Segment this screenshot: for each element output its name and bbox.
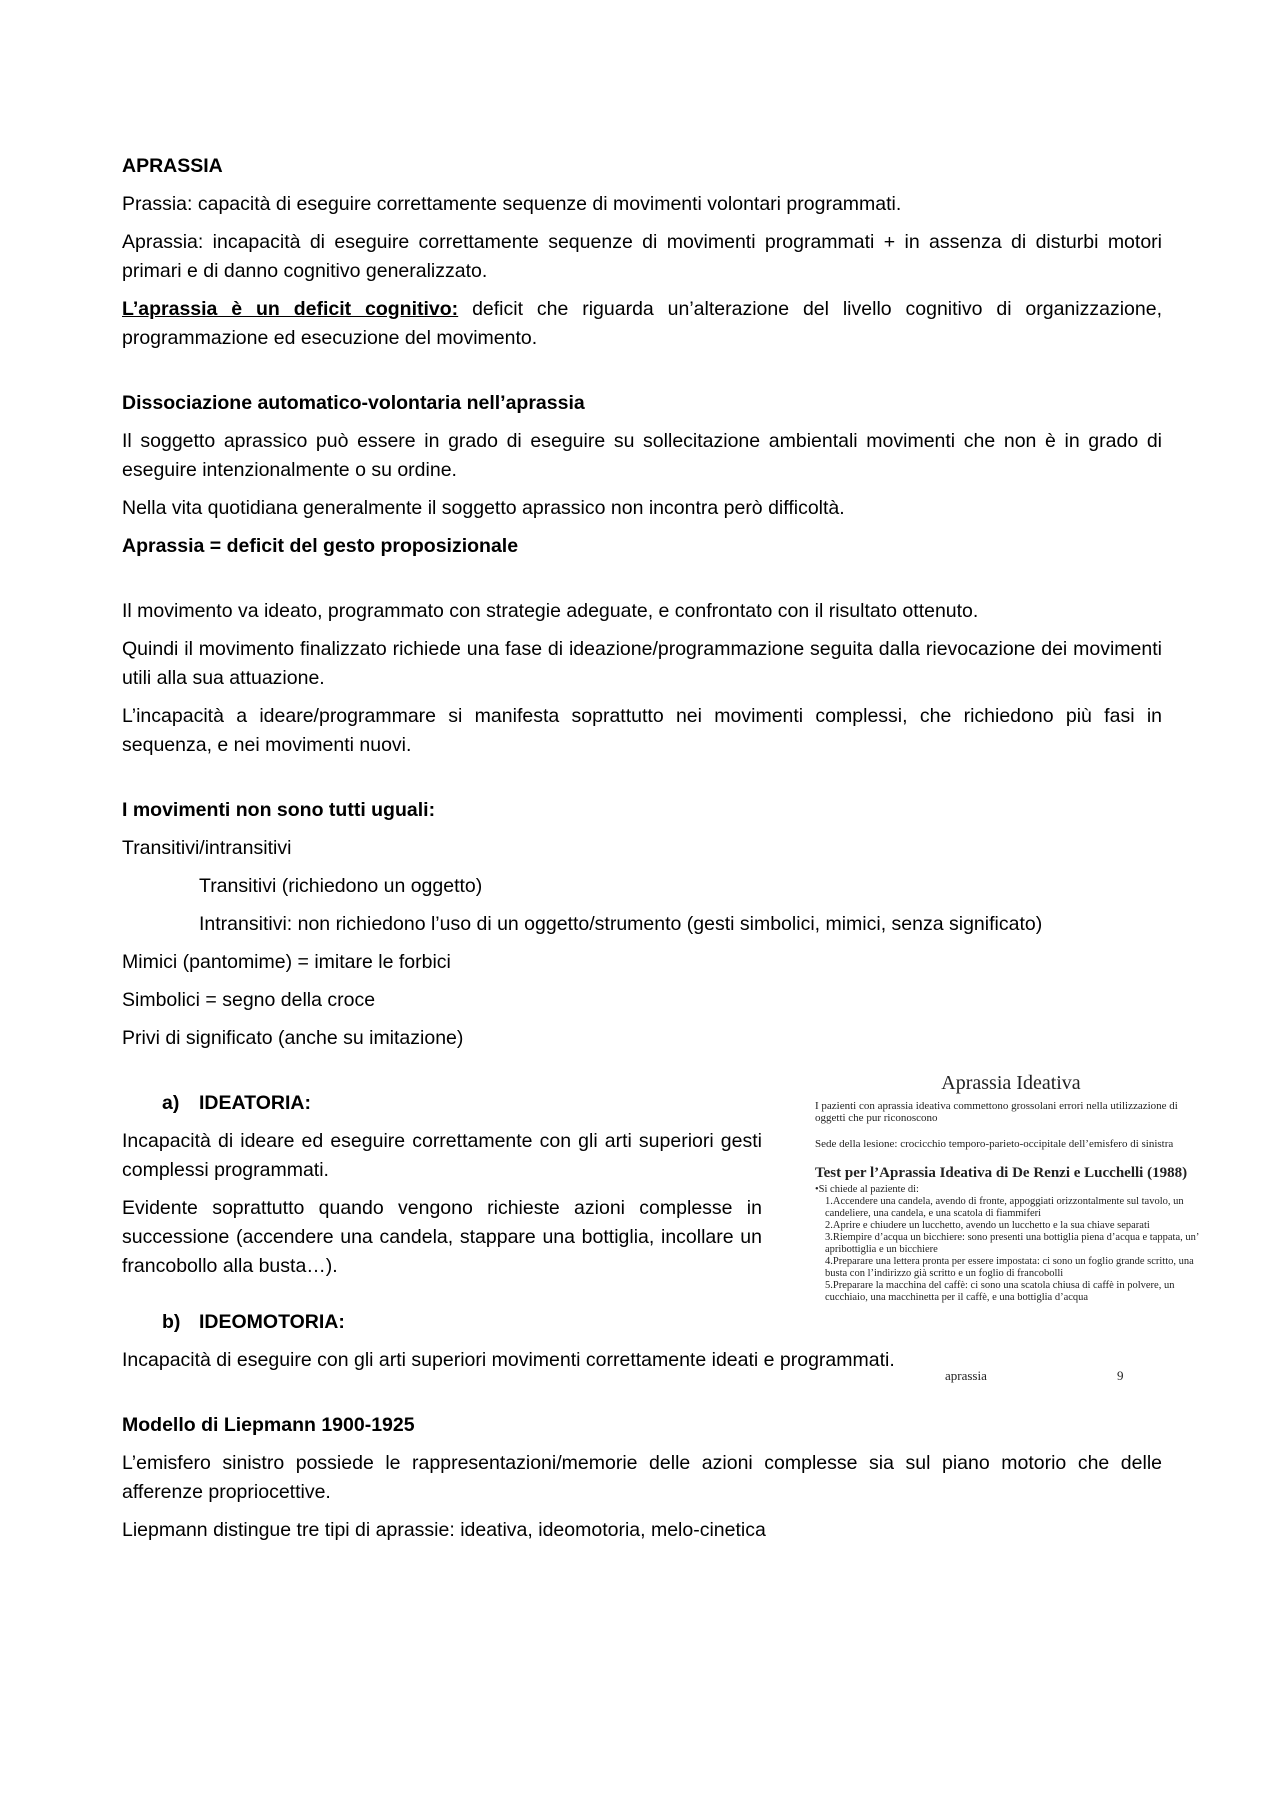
liepmann-paragraph-1: L’emisfero sinistro possiede le rappresentazioni/memorie delle azioni complesse sia sul piano motorio che delle afferenze propriocettive. [122,1452,1162,1503]
tipi-simbolici: Simbolici = segno della croce [122,989,376,1011]
ideomotoria-label: b) [162,1311,181,1333]
slide-page-number: 9 [1117,1368,1124,1383]
slide-footer: aprassia [945,1368,987,1383]
slide-sede: Sede della lesione: crocicchio temporo-parieto-occipitale dell’emisfero di sinistra [815,1138,1174,1150]
dissociazione-paragraph-2: Nella vita quotidiana generalmente il soggetto aprassico non incontra però difficoltà. [122,497,845,519]
slide-item: 2.Aprire e chiudere un lucchetto, avendo un lucchetto e la sua chiave separati [825,1220,1150,1231]
movimento-paragraph-1: Il movimento va ideato, programmato con strategie adeguate, e confrontato con il risultato ottenuto. [122,600,979,622]
deficit-text: deficit che riguarda un’alterazione del livello cognitivo di organizzazione, programmazione ed esecuzione del movimento. [122,298,1162,349]
document-title: APRASSIA [122,155,223,177]
slide-test-title: Test per l’Aprassia Ideativa di De Renzi e Lucchelli (1988) [815,1165,1188,1181]
deficit-paragraph [122,295,1162,353]
tipi-heading: I movimenti non sono tutti uguali: [122,799,436,821]
slide-item: 4.Preparare una lettera pronta per essere impostata: ci sono un foglio grande scritto, una busta con l’indirizzo già scritto e un foglio di francobolli [825,1256,1194,1279]
tipi-mimici: Mimici (pantomime) = imitare le forbici [122,951,451,973]
movimento-paragraph-2: Quindi il movimento finalizzato richiede una fase di ideazione/programmazione seguita dalla rievocazione dei movimenti utili alla sua attuazione. [122,638,1162,689]
prassia-definition: Prassia: capacità di eseguire correttamente sequenze di movimenti volontari programmati. [122,193,902,215]
tipi-intransitivi: Intransitivi: non richiedono l’uso di un oggetto/strumento (gesti simbolici, mimici, senza significato) [199,913,1043,935]
embedded-slide-image [815,1070,1207,1390]
slide-item: 3.Riempire d’acqua un bicchiere: sono presenti una bottiglia piena d’acqua e tappata, un’ apribottiglia e un bicchiere [825,1232,1199,1255]
slide-ask: •Si chiede al paziente di: [815,1184,919,1195]
ideatoria-label: a) [162,1092,180,1114]
liepmann-paragraph-2: Liepmann distingue tre tipi di aprassie: ideativa, ideomotoria, melo-cinetica [122,1519,766,1541]
slide-title: Aprassia Ideativa [941,1072,1081,1094]
ideatoria-paragraph-1: Incapacità di ideare ed eseguire correttamente con gli arti superiori gesti complessi programmati. [122,1130,762,1181]
dissociazione-heading: Dissociazione automatico-volontaria nell’aprassia [122,392,585,414]
slide-item: 5.Preparare la macchina del caffè: ci sono una scatola chiusa di caffè in polvere, un cucchiaio, una macchinetta per il caffè, e una bottiglia d’acqua [825,1280,1175,1303]
slide-test-list [815,1184,1207,1304]
dissociazione-summary: Aprassia = deficit del gesto proposizionale [122,535,519,557]
tipi-privi: Privi di significato (anche su imitazione) [122,1027,464,1049]
aprassia-definition: Aprassia: incapacità di eseguire correttamente sequenze di movimenti programmati + in assenza di disturbi motori primari e di danno cognitivo generalizzato. [122,231,1162,282]
ideomotoria-title: IDEOMOTORIA: [199,1311,345,1333]
ideatoria-title: IDEATORIA: [199,1092,311,1114]
dissociazione-paragraph-1: Il soggetto aprassico può essere in grado di eseguire su sollecitazione ambientali movimenti che non è in grado di eseguire intenzionalmente o su ordine. [122,430,1162,481]
movimento-paragraph-3: L’incapacità a ideare/programmare si manifesta soprattutto nei movimenti complessi, che richiedono più fasi in sequenza, e nei movimenti nuovi. [122,705,1162,756]
slide-intro: I pazienti con aprassia ideativa commettono grossolani errori nella utilizzazione di oggetti che pur riconoscono [815,1100,1178,1124]
liepmann-heading: Modello di Liepmann 1900-1925 [122,1414,415,1436]
ideatoria-paragraph-2: Evidente soprattutto quando vengono richieste azioni complesse in successione (accendere una candela, stappare una bottiglia, incollare un francobollo alla busta…). [122,1197,762,1277]
tipi-transitivi-intransitivi: Transitivi/intransitivi [122,837,292,859]
ideomotoria-paragraph-1: Incapacità di eseguire con gli arti superiori movimenti correttamente ideati e programmati. [122,1349,895,1371]
tipi-transitivi: Transitivi (richiedono un oggetto) [199,875,483,897]
slide-item: 1.Accendere una candela, avendo di fronte, appoggiati orizzontalmente sul tavolo, un candeliere, una candela, e una scatola di fiammiferi [825,1196,1184,1219]
deficit-label: L’aprassia è un deficit cognitivo: [122,298,459,320]
